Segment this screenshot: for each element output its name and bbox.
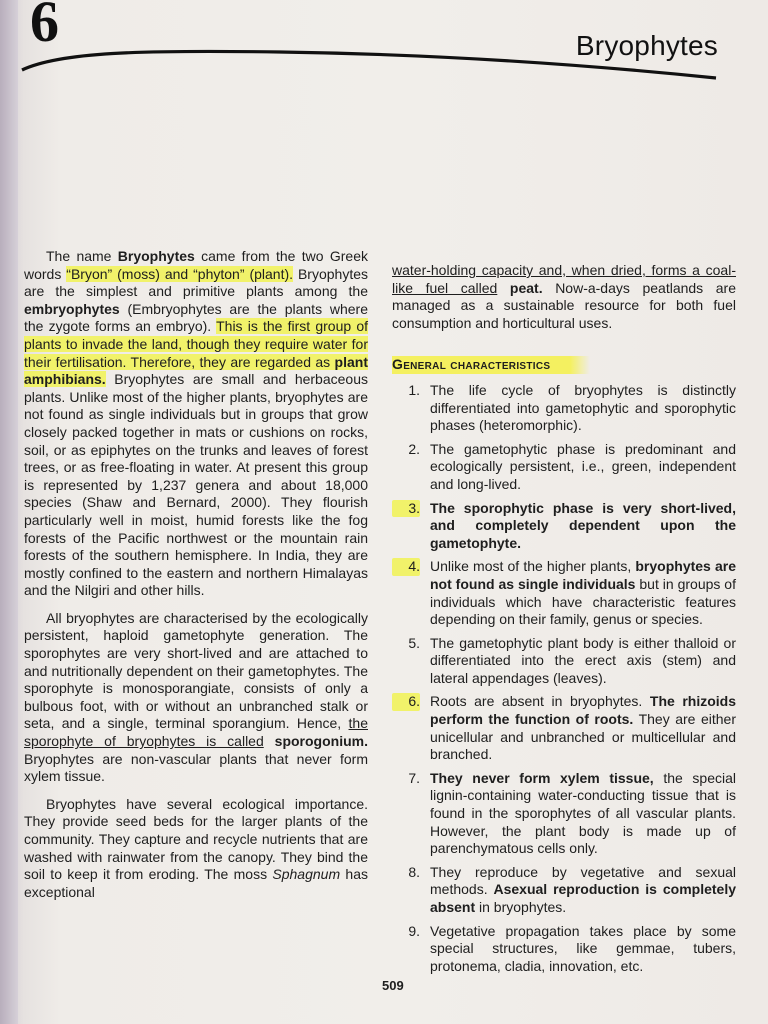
right-column — [392, 262, 736, 981]
list-text: The sporophytic phase is very short-lived, and completely dependent upon the gametophyte. — [430, 499, 736, 551]
list-number: 6. — [392, 693, 420, 711]
list-bold-text: Asexual reproduction is completely absent — [430, 881, 736, 915]
list-text: Vegetative propagation takes place by some special structures, like gemmae, tubers, protonema, cladia, innovation, etc. — [430, 922, 736, 974]
term-sphagnum: Sphagnum — [272, 866, 341, 883]
term-sporogonium: sporogonium. — [274, 733, 368, 750]
chapter-title: Bryophytes — [575, 30, 718, 61]
text-run: has exceptional — [24, 866, 368, 900]
continued-paragraph — [392, 262, 736, 332]
book-spine — [0, 0, 18, 1024]
characteristics-list — [392, 382, 736, 975]
header-rule — [0, 0, 768, 110]
underlined-text: water-holding capacity and, when dried, forms a coal-like fuel called — [392, 262, 736, 296]
text-run: Bryophytes are non-vascular plants that never form xylem tissue. — [24, 750, 368, 785]
list-bold-text: bryophytes are not found as single individuals — [430, 558, 736, 592]
term-embryophytes: embryophytes — [24, 300, 120, 317]
text-run: (Embryophytes are the plants where the zygote forms an embryo). — [24, 300, 368, 335]
list-text: The life cycle of bryophytes is distinctly differentiated into gametophytic and sporophytic phases (heteromorphic). — [430, 381, 736, 434]
list-number: 7. — [408, 769, 420, 786]
text-run: came from the two Greek words — [24, 248, 368, 282]
list-bold-text: They never form xylem tissue, — [430, 769, 654, 786]
list-text: The gametophytic plant body is either thalloid or differentiated into the erect axis (stem) and lateral appendages (leaves). — [430, 634, 736, 686]
text-run: Now-a-days peatlands are managed as a sustainable resource for both fuel consumption and horticultural uses. — [392, 279, 737, 331]
text-run — [264, 733, 275, 749]
list-item — [392, 635, 736, 688]
list-item — [392, 558, 736, 628]
list-text: Roots are absent in bryophytes. — [430, 693, 650, 710]
list-number: 8. — [408, 863, 420, 880]
list-item — [392, 382, 736, 435]
list-number: 2. — [408, 440, 420, 457]
left-column — [24, 248, 368, 911]
list-item — [392, 441, 736, 494]
text-run: All bryophytes are characterised by the ecologically persistent, haploid gametophyte generation. The sporophytes are very short-lived and are attached to and nutritionally dependent on their gametophytes. The sporophyte is monosporangiate, consists of only a bulbous foot, with or without an unbranched stalk or seta, and a single, terminal sporangium. Hence, — [24, 609, 368, 732]
list-number: 3. — [392, 500, 420, 518]
term-plant-amphibians: plant amphibians. — [24, 353, 368, 388]
list-item — [392, 770, 736, 858]
list-text: Unlike most of the higher plants, — [430, 558, 636, 575]
text-run: The name — [46, 248, 118, 264]
list-item — [392, 500, 736, 553]
term-bryophytes: Bryophytes — [117, 248, 195, 264]
list-text: but in groups of individuals which have characteristic features depending on their family, genus or species. — [430, 575, 736, 628]
list-item — [392, 864, 736, 917]
list-text: The gametophytic phase is predominant and ecologically persistent, i.e., green, independent and long-lived. — [430, 440, 736, 492]
page-number: 509 — [382, 978, 404, 993]
list-text: the special lignin-containing water-conducting tissue that is found in the sporophytes of all vascular plants. However, the plant body is made up of parenchymatous cells only. — [430, 769, 736, 857]
text-run: Bryophytes are the simplest and primitive plants among the — [24, 265, 368, 300]
ecology-paragraph — [24, 796, 368, 902]
list-text: They are either unicellular and unbranched or multicellular and branched. — [430, 711, 737, 763]
text-run: Bryophytes are small and herbaceous plants. Unlike most of the higher plants, bryophytes are not found as single individuals but in groups that grow closely packed together in mats or cushions on rocks, soil, or as epiphytes on the trunks and leaves of forest trees, or as free-floating in water. At present this group is represented by 1,237 genera and about 18,000 species (Shaw and Bernard, 2000). They flourish particularly well in moist, humid forests like the fog forests of the Pacific northwest or the mountain rain forests of the southern hemisphere. In India, they are mostly confined to the eastern and northern Himalayas and the Nilgiri and other hills. — [24, 371, 368, 599]
list-number: 4. — [392, 558, 420, 576]
section-heading — [392, 356, 590, 374]
text-run — [497, 280, 510, 296]
gametophyte-paragraph — [24, 610, 368, 786]
text-run: Bryophytes have several ecological importance. They provide seed beds for the larger plants of the community. They capture and recycle nutrients that are washed with rainwater from the canopy. They bind the soil to keep it from eroding. The moss — [24, 795, 368, 883]
list-text: They reproduce by vegetative and sexual methods. — [430, 863, 736, 898]
underlined-text: the sporophyte of bryophytes is called — [24, 715, 368, 750]
intro-paragraph — [24, 248, 368, 600]
list-number: 9. — [408, 922, 420, 939]
highlight-land-plants: This is the first group of plants to invade the land, though they require water for their fertilisation. Therefore, they are regarded as — [24, 318, 368, 370]
section-heading-text: General characteristics — [392, 356, 551, 373]
list-number: 1. — [408, 381, 420, 398]
chapter-number: 6 — [30, 0, 59, 54]
list-number: 5. — [408, 634, 420, 651]
highlight-etymology: “Bryon” (moss) and “phyton” (plant). — [66, 265, 294, 282]
list-bold-text: The rhizoids perform the function of roots. — [430, 693, 737, 728]
list-item — [392, 693, 736, 763]
list-text: in bryophytes. — [475, 899, 567, 915]
term-peat: peat. — [509, 279, 543, 296]
list-item — [392, 923, 736, 976]
